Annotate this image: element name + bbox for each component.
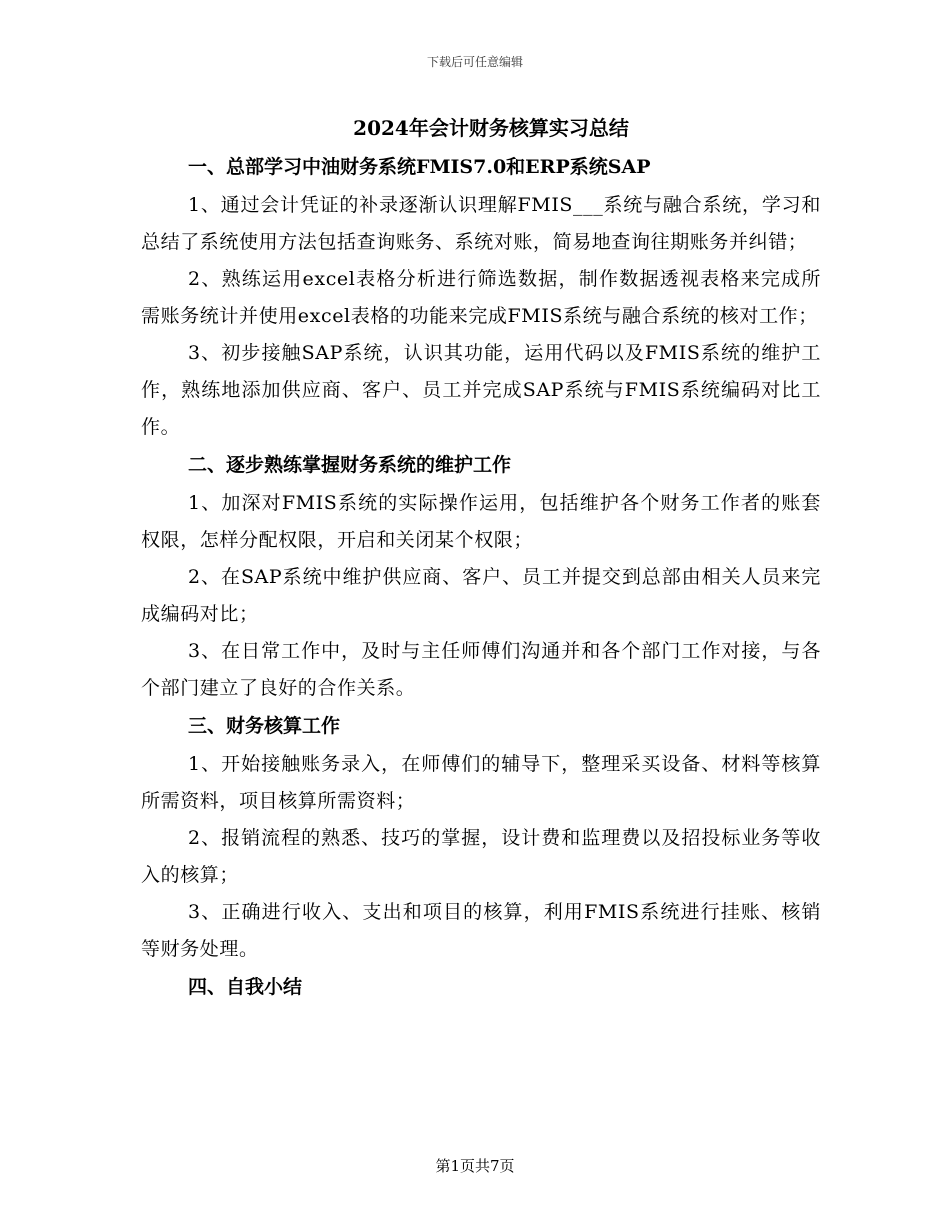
page-footer-page-number: 第1页共7页: [435, 1157, 515, 1175]
section-heading: 四、自我小结: [188, 976, 303, 998]
section-2: [141, 447, 821, 707]
paragraph: 2、在SAP系统中维护供应商、客户、员工并提交到总部由相关人员来完成编码对比；: [141, 566, 821, 625]
paragraph: 1、加深对FMIS系统的实际操作运用，包括维护各个财务工作者的账套权限，怎样分配权限，开启和关闭某个权限；: [141, 492, 821, 551]
paragraph: 1、通过会计凭证的补录逐渐认识理解FMIS___系统与融合系统，学习和总结了系统使用方法包括查询账务、系统对账，简易地查询往期账务并纠错；: [141, 194, 821, 253]
section-heading: 三、财务核算工作: [188, 715, 341, 737]
document-title: 2024年会计财务核算实习总结: [353, 116, 629, 140]
document-body: [141, 110, 821, 1007]
section-heading: 一、总部学习中油财务系统FMIS7.0和ERP系统SAP: [188, 156, 651, 178]
section-4: [141, 969, 821, 1005]
section-3: [141, 708, 821, 968]
paragraph: 2、报销流程的熟悉、技巧的掌握，设计费和监理费以及招投标业务等收入的核算；: [141, 827, 821, 886]
paragraph: 2、熟练运用excel表格分析进行筛选数据，制作数据透视表格来完成所需账务统计并使用excel表格的功能来完成FMIS系统与融合系统的核对工作；: [141, 268, 821, 327]
paragraph: 3、正确进行收入、支出和项目的核算，利用FMIS系统进行挂账、核销等财务处理。: [141, 901, 821, 960]
section-heading: 二、逐步熟练掌握财务系统的维护工作: [188, 454, 512, 476]
paragraph: 3、初步接触SAP系统，认识其功能，运用代码以及FMIS系统的维护工作，熟练地添加供应商、客户、员工并完成SAP系统与FMIS系统编码对比工作。: [141, 342, 821, 438]
paragraph: 3、在日常工作中，及时与主任师傅们沟通并和各个部门工作对接，与各个部门建立了良好的合作关系。: [141, 640, 821, 699]
section-1: [141, 149, 821, 446]
paragraph: 1、开始接触账务录入，在师傅们的辅导下，整理采买设备、材料等核算所需资料，项目核算所需资料；: [141, 753, 821, 812]
page-header-note: 下载后可任意编辑: [426, 55, 523, 69]
